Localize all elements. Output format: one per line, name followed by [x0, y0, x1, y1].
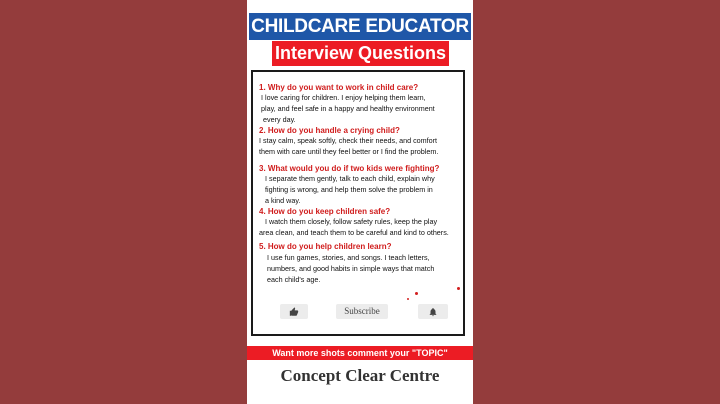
answer-3-line-3: a kind way.: [265, 196, 301, 205]
decor-dot: [407, 298, 409, 300]
answer-5-line-3: each child's age.: [267, 275, 321, 284]
answer-5-line-1: I use fun games, stories, and songs. I teach letters,: [267, 253, 430, 262]
answer-4: [259, 216, 449, 238]
question-4: 4. How do you keep children safe?: [259, 207, 391, 216]
answer-1-line-3: every day.: [263, 115, 296, 124]
question-1: 1. Why do you want to work in child care?: [259, 83, 419, 92]
bell-icon: [428, 306, 438, 316]
answer-1: [261, 92, 435, 125]
answer-2-line-1: I stay calm, speak softly, check their needs, and comfort: [259, 136, 438, 145]
answer-1-line-1: I love caring for children. I enjoy helping them learn,: [261, 93, 426, 102]
answer-3-line-1: I separate them gently, talk to each child, explain why: [265, 174, 435, 183]
notification-bell-button[interactable]: [418, 304, 448, 319]
answer-4-line-1: I watch them closely, follow safety rules, keep the play: [265, 217, 438, 226]
question-3: 3. What would you do if two kids were fighting?: [259, 164, 440, 173]
like-button[interactable]: [280, 304, 308, 319]
question-5: 5. How do you help children learn?: [259, 242, 392, 251]
answer-5-line-2: numbers, and good habits in simple ways that match: [267, 264, 435, 273]
thumbs-up-icon: [289, 306, 299, 316]
answer-3: [265, 173, 435, 206]
answer-1-line-2: play, and feel safe in a happy and healthy environment: [261, 104, 435, 113]
page-subtitle: Interview Questions: [272, 41, 449, 66]
question-2: 2. How do you handle a crying child?: [259, 126, 400, 135]
short-video-frame: [247, 0, 473, 404]
answer-2-line-2: them with care until they feel better or I find the problem.: [259, 147, 439, 156]
decor-dot: [457, 287, 460, 290]
subscribe-button[interactable]: Subscribe: [336, 304, 388, 319]
qa-card: [251, 70, 465, 336]
answer-2: [259, 135, 438, 157]
answer-3-line-2: fighting is wrong, and help them solve the problem in: [265, 185, 433, 194]
decor-dot: [415, 292, 418, 295]
answer-4-line-2: area clean, and teach them to be careful and kind to others.: [259, 228, 449, 237]
cta-banner: Want more shots comment your "TOPIC": [247, 346, 473, 360]
brand-name: Concept Clear Centre: [280, 366, 440, 385]
answer-5: [267, 252, 434, 285]
page-title: CHILDCARE EDUCATOR: [249, 13, 471, 40]
